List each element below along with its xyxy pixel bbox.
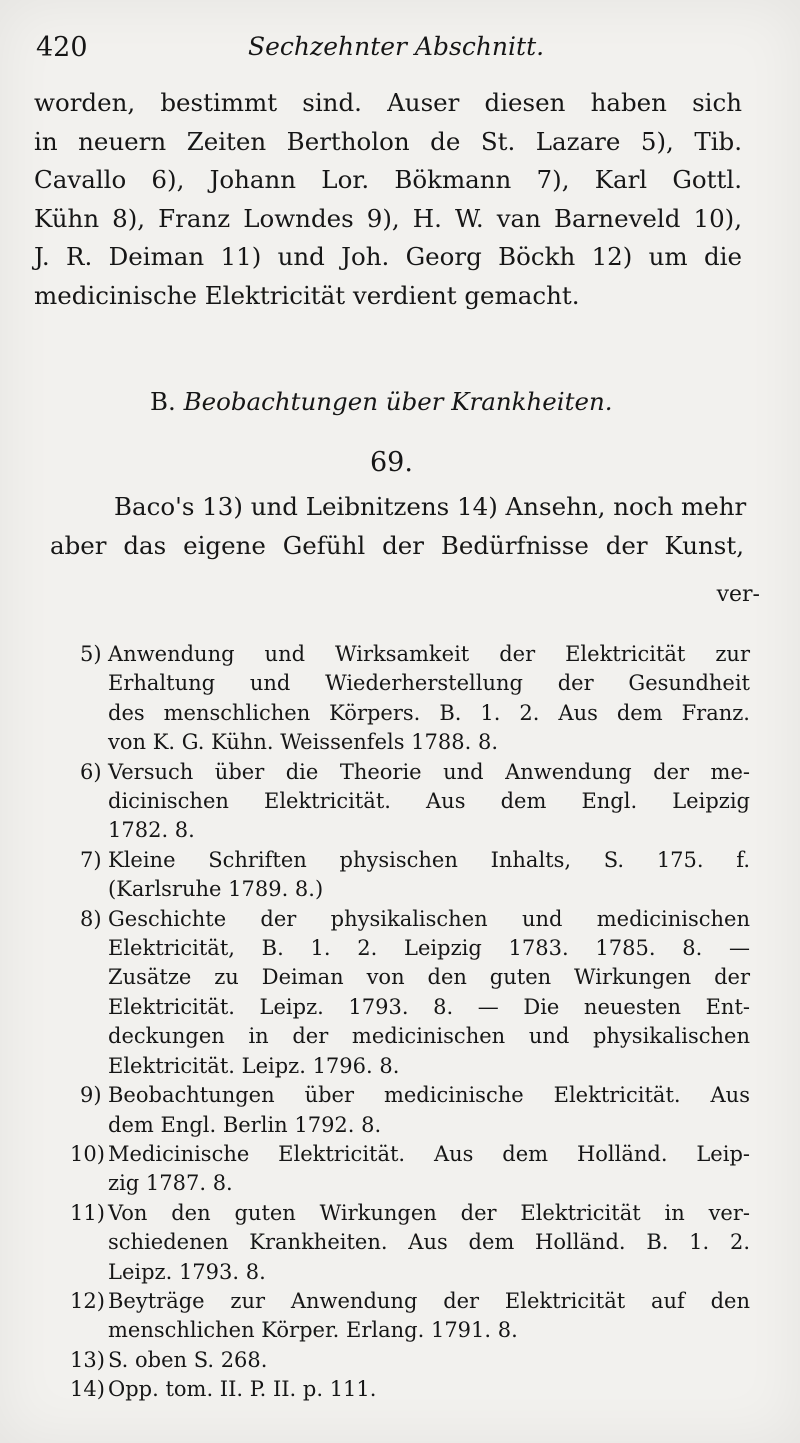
footnote-number: 6) <box>80 759 102 784</box>
footnote-number: 10) <box>70 1141 105 1166</box>
text-line: aber das eigene Gefühl der Bedürfnisse der Kunst, <box>50 530 744 560</box>
footnote-line: Elektricität, B. 1. 2. Leipzig 1783. 1785. 8. — <box>108 936 750 961</box>
footnote-line: 1782. 8. <box>108 818 195 843</box>
footnote-line: dicinischen Elektricität. Aus dem Engl. Leipzig <box>108 789 750 814</box>
footnote-line: Versuch über die Theorie und Anwendung der me- <box>108 759 750 784</box>
footnote <box>80 758 750 846</box>
footnote <box>80 905 750 1081</box>
footnote-line: Elektricität. Leipz. 1796. 8. <box>108 1053 400 1078</box>
footnote-line: Medicinische Elektricität. Aus dem Holländ. Leip- <box>108 1141 750 1166</box>
paragraph-number: 69. <box>370 447 413 478</box>
footnotes <box>70 640 750 1405</box>
footnote-line: zig 1787. 8. <box>108 1171 233 1196</box>
footnote <box>70 1375 750 1404</box>
footnote <box>70 1199 750 1287</box>
text-line: medicinische Elektricität verdient gemacht. <box>34 280 580 310</box>
footnote-line: des menschlichen Körpers. B. 1. 2. Aus dem Franz. <box>108 700 750 725</box>
section-label: B. <box>150 387 176 416</box>
footnote-number: 8) <box>80 906 102 931</box>
page-header <box>36 30 764 70</box>
footnote <box>80 640 750 758</box>
footnote-number: 13) <box>70 1347 105 1372</box>
footnote-line: Beyträge zur Anwendung der Elektricität auf den <box>108 1288 750 1313</box>
footnote <box>70 1140 750 1199</box>
footnote-line: Opp. tom. II. P. II. p. 111. <box>108 1377 377 1402</box>
footnote <box>80 846 750 905</box>
text-line: Kühn 8), Franz Lowndes 9), H. W. van Barneveld 10), <box>34 203 742 233</box>
footnote-line: Anwendung und Wirksamkeit der Elektricität zur <box>108 642 750 666</box>
footnote-line: Zusätze zu Deiman von den guten Wirkungen der <box>108 965 750 990</box>
footnote-line: Von den guten Wirkungen der Elektricität in ver- <box>108 1200 750 1225</box>
footnote <box>80 1081 750 1140</box>
footnote-number: 11) <box>70 1200 105 1225</box>
footnote-number: 7) <box>80 847 102 872</box>
footnote-line: dem Engl. Berlin 1792. 8. <box>108 1112 382 1137</box>
text-line: J. R. Deiman 11) und Joh. Georg Böckh 12) um die <box>34 242 742 271</box>
footnote-line: Leipz. 1793. 8. <box>108 1259 266 1284</box>
text-line: worden, bestimmt sind. Auser diesen haben sich <box>34 88 742 117</box>
footnote-line: Beobachtungen über medicinische Elektricität. Aus <box>108 1083 750 1108</box>
section-heading <box>150 383 613 421</box>
footnote <box>70 1346 750 1375</box>
footnote-line: schiedenen Krankheiten. Aus dem Holländ. B. 1. 2. <box>108 1230 750 1255</box>
text-line: Baco's 13) und Leibnitzens 14) Ansehn, noch mehr <box>114 492 747 521</box>
footnote-line: S. oben S. 268. <box>108 1347 268 1372</box>
footnote-line: (Karlsruhe 1789. 8.) <box>108 877 324 902</box>
footnote-number: 14) <box>70 1377 105 1402</box>
page-number: 420 <box>36 32 88 63</box>
footnote-number: 12) <box>70 1288 105 1313</box>
footnote-number: 5) <box>80 642 102 666</box>
footnote-line: Geschichte der physikalischen und medicinischen <box>108 906 750 931</box>
running-title: Sechzehnter Abschnitt. <box>248 32 545 61</box>
footnote-line: Kleine Schriften physischen Inhalts, S. 175. f. <box>108 847 750 872</box>
catchword: ver- <box>716 582 760 607</box>
text-line: in neuern Zeiten Bertholon de St. Lazare 5), Tib. <box>34 126 742 156</box>
text-line: Cavallo 6), Johann Lor. Bökmann 7), Karl Gottl. <box>34 165 742 194</box>
footnote-line: deckungen in der medicinischen und physikalischen <box>108 1024 750 1049</box>
footnote-line: Elektricität. Leipz. 1793. 8. — Die neuesten Ent- <box>108 994 750 1019</box>
footnote-line: Erhaltung und Wiederherstellung der Gesundheit <box>108 671 750 696</box>
intro-text <box>34 84 742 315</box>
footnote-number: 9) <box>80 1083 102 1108</box>
footnote-line: von K. G. Kühn. Weissenfels 1788. 8. <box>108 730 498 755</box>
footnote-line: menschlichen Körper. Erlang. 1791. 8. <box>108 1318 518 1343</box>
section-title: Beobachtungen über Krankheiten. <box>183 387 613 416</box>
footnote <box>70 1287 750 1346</box>
paragraph-text <box>50 488 747 565</box>
